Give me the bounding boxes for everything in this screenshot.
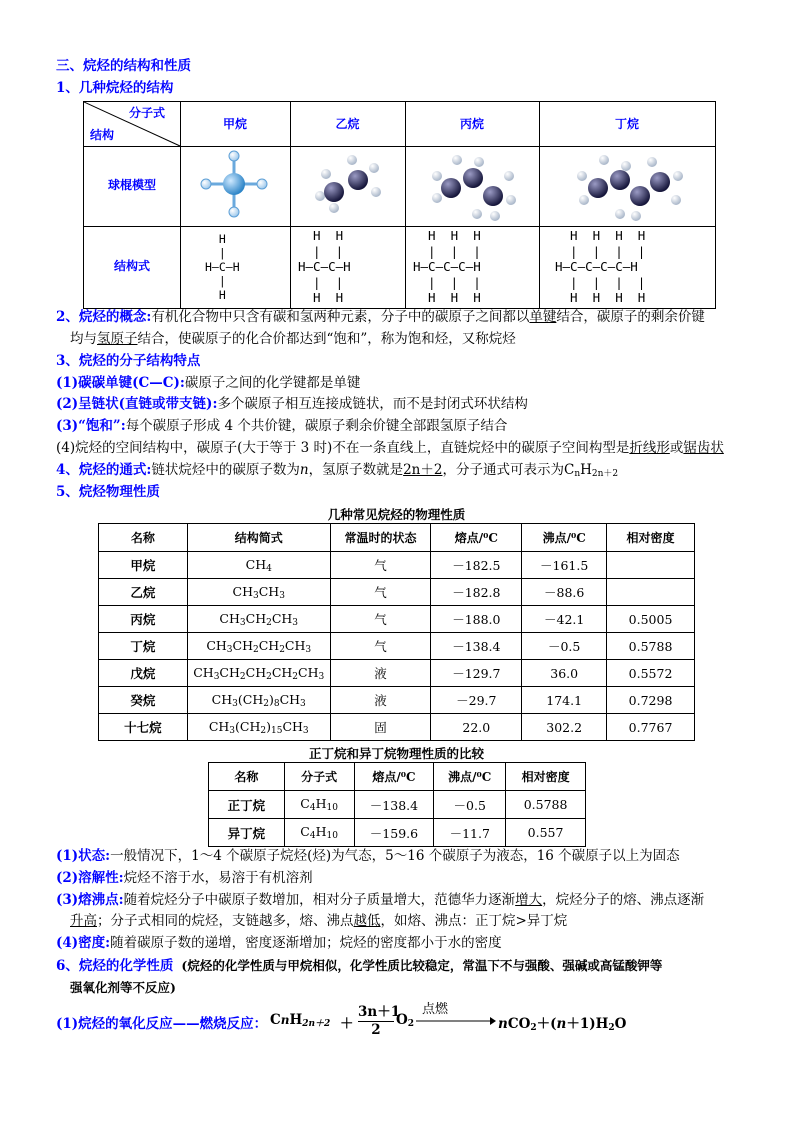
s2-text4: 结合，使碳原子的化合价都达到“饱和”，称为饱和烃，又称烷烃: [137, 331, 516, 347]
table2-butane-comparison: [208, 762, 586, 847]
s5-point3-line2: [70, 911, 567, 931]
table2-cell-name: 正丁烷: [209, 791, 285, 819]
table1-header-name: 名称: [99, 524, 188, 552]
table1-cell-mp: 22.0: [431, 714, 522, 741]
s4-text3: ，分子通式可表示为: [442, 462, 564, 478]
table1-cell-formula: $CH_3CH_2CH_2CH_3$: [187, 633, 330, 660]
table1-cell-name: 十七烷: [99, 714, 188, 741]
table1-cell-formula: $CH_3CH_3$: [187, 579, 330, 606]
s2-underline-hydrogen: 氢原子: [97, 331, 138, 347]
reaction-condition: 点燃: [421, 1002, 448, 1017]
table2-header-formula: 分子式: [284, 763, 354, 791]
s3-title: 3、烷烃的分子结构特点: [56, 353, 201, 369]
s3-p1-text: 碳原子之间的化学键都是单键: [184, 375, 361, 391]
structure-table: [83, 101, 716, 309]
s3-p3-text: 每个碳原子形成 4 个共价键，碳原子剩余价键全部跟氢原子结合: [125, 418, 508, 434]
corner-bottom-label: 结构: [90, 128, 115, 142]
s2-label: 2、烷烃的概念:: [56, 309, 152, 325]
ethane-model-icon: [312, 152, 387, 222]
table2-header-bp: 沸点/⁰C: [434, 763, 506, 791]
s5-p3-underline2: 升高: [70, 913, 97, 929]
s6-note: (烷烃的化学性质与甲烷相似，化学性质比较稳定，常温下不与强酸、强碱或高锰酸钾等: [181, 958, 663, 973]
s3-p4-underline2: 锯齿状: [683, 440, 724, 456]
table1-cell-density: 0.7298: [607, 687, 695, 714]
butane-model-icon: [574, 152, 686, 224]
coef-denominator: 2: [371, 1022, 381, 1038]
s5-p4-text: 随着碳原子数的递增，密度逐渐增加；烷烃的密度都小于水的密度: [110, 935, 502, 951]
table1-cell-bp: 36.0: [522, 660, 607, 687]
propane-model-icon: [429, 152, 519, 224]
table1-cell-density: [607, 552, 695, 579]
oxygen-formula: $O_2$: [396, 1012, 415, 1029]
s3-p4-text: (4)烷烃的空间结构中，碳原子(大于等于 3 时)不在一条直线上，直链烷烃中的碳原子空间构型是: [56, 440, 630, 456]
s3-p2-text: 多个碳原子相互连接成链状，而不是封闭式环状结构: [217, 396, 528, 412]
s5-point4: [56, 933, 502, 953]
corner-top-label: 分子式: [129, 106, 166, 120]
table1-cell-formula: $CH_3CH_2CH_3$: [187, 606, 330, 633]
table1-cell-bp: 174.1: [522, 687, 607, 714]
s5-p1-label: (1)状态:: [56, 848, 111, 864]
table1-header-mp: 熔点/⁰C: [431, 524, 522, 552]
s2-text1: 有机化合物中只含有碳和氢两种元素，分子中的碳原子之间都以: [151, 309, 530, 325]
s3-p4-underline1: 折线形: [629, 440, 670, 456]
table1-header-row: [99, 524, 695, 552]
table1-cell-bp: 302.2: [522, 714, 607, 741]
table1-cell-state: 固: [330, 714, 431, 741]
s3-point2: [56, 394, 528, 414]
butane-structural-formula: H H H H | | | | H—C—C—C—C—H | | | | H H H H: [555, 228, 646, 305]
table1-cell-density: 0.5788: [607, 633, 695, 660]
table1-row: [99, 714, 695, 741]
table1-caption: 几种常见烷烃的物理性质: [327, 507, 466, 522]
col-header-propane: 丙烷: [459, 117, 484, 131]
table1-cell-formula: $CH_4$: [187, 552, 330, 579]
s2-para-line2: [70, 329, 516, 349]
table2-caption: 正丁烷和异丁烷物理性质的比较: [308, 746, 484, 761]
table1-cell-density: [607, 579, 695, 606]
table2-cell-density: 0.5788: [506, 791, 586, 819]
table2-cell-mp: －159.6: [354, 819, 434, 847]
s4-underline-2n2: 2n＋2: [403, 462, 443, 478]
table1-cell-name: 戊烷: [99, 660, 188, 687]
s4-text2: ，氢原子数就是: [308, 462, 404, 478]
table1-cell-bp: －42.1: [522, 606, 607, 633]
coef-numerator: 3n＋1: [358, 1004, 401, 1020]
table1-cell-mp: －182.8: [431, 579, 522, 606]
row-label-structural: 结构式: [113, 259, 150, 273]
table1-cell-name: 癸烷: [99, 687, 188, 714]
reactant-formula: CnH$_{2n+2}$: [270, 1012, 331, 1029]
s5-p3-text3: ；分子式相同的烷烃，支链越多，熔、沸点: [97, 913, 354, 929]
s2-para-line1: [56, 307, 705, 327]
table1-row: [99, 660, 695, 687]
table2-cell-formula: $C_4H_{10}$: [284, 791, 354, 819]
table2-header-row: [209, 763, 586, 791]
table1-cell-mp: －188.0: [431, 606, 522, 633]
table1-row: [99, 579, 695, 606]
table1-cell-density: 0.5572: [607, 660, 695, 687]
table2-cell-bp: －11.7: [434, 819, 506, 847]
table1-header-density: 相对密度: [607, 524, 695, 552]
table1-cell-state: 气: [330, 633, 431, 660]
table2-row: [209, 791, 586, 819]
table1-cell-bp: －161.5: [522, 552, 607, 579]
s5-p3-text2: ，烷烃分子的熔、沸点逐渐: [542, 892, 705, 908]
table1-cell-mp: －138.4: [431, 633, 522, 660]
propane-structural-formula: H H H | | | H—C—C—C—H | | | H H H: [413, 228, 481, 305]
table1-cell-bp: －0.5: [522, 633, 607, 660]
table1-cell-formula: $CH_3(CH_2)_8CH_3$: [187, 687, 330, 714]
s5-p1-text: 一般情况下，1～4 个碳原子烷烃(烃)为气态，5～16 个碳原子为液态，16 个碳原子以上为固态: [110, 848, 680, 864]
table2-cell-formula: $C_4H_{10}$: [284, 819, 354, 847]
s5-p2-text: 烷烃不溶于水，易溶于有机溶剂: [123, 870, 313, 886]
s3-point3: [56, 416, 507, 436]
s2-text3: 均与: [70, 331, 97, 347]
s3-point4: [56, 438, 724, 458]
table2-cell-name: 异丁烷: [209, 819, 285, 847]
table1-cell-name: 丙烷: [99, 606, 188, 633]
s5-p2-label: (2)溶解性:: [56, 870, 124, 886]
table1-cell-density: 0.7767: [607, 714, 695, 741]
section-title: 三、烷烃的结构和性质: [56, 58, 191, 74]
table1-cell-name: 乙烷: [99, 579, 188, 606]
table1-cell-formula: $CH_3CH_2CH_2CH_2CH_3$: [187, 660, 330, 687]
s5-p3-text4: ，如熔、沸点：正丁烷>异丁烷: [380, 913, 568, 929]
table1-cell-bp: －88.6: [522, 579, 607, 606]
table1-cell-state: 气: [330, 579, 431, 606]
ethane-structural-formula: H H | | H—C—C—H | | H H: [298, 228, 351, 305]
s3-p3-label: (3)“饱和”:: [56, 418, 126, 434]
reaction-arrow-icon: [416, 1016, 496, 1026]
table2-header-name: 名称: [209, 763, 285, 791]
s1-title: 1、几种烷烃的结构: [56, 80, 174, 96]
row-label-ball-stick: 球棍模型: [107, 178, 156, 192]
s4-n: n: [299, 462, 309, 478]
table2-header-mp: 熔点/⁰C: [354, 763, 434, 791]
s2-underline-single-bond: 单键: [529, 309, 557, 325]
table1-header-formula: 结构简式: [187, 524, 330, 552]
table1-header-state: 常温时的状态: [330, 524, 431, 552]
table1-cell-formula: $CH_3(CH_2)_{15}CH_3$: [187, 714, 330, 741]
table1-cell-density: 0.5005: [607, 606, 695, 633]
s6-title-line: [56, 956, 662, 976]
table2-row: [209, 819, 586, 847]
col-header-ethane: 乙烷: [335, 117, 360, 131]
table1-cell-mp: －182.5: [431, 552, 522, 579]
s5-p3-label: (3)熔沸点:: [56, 892, 124, 908]
s3-point1: [56, 373, 360, 393]
s3-p4-or: 或: [669, 440, 684, 456]
table2-header-density: 相对密度: [506, 763, 586, 791]
table1-row: [99, 687, 695, 714]
table1-cell-mp: －129.7: [431, 660, 522, 687]
s3-p1-label: (1)碳碳单键(C—C):: [56, 375, 185, 391]
s5-p3-underline1: 增大: [515, 892, 543, 908]
table1-header-bp: 沸点/⁰C: [522, 524, 607, 552]
s5-p3-underline3: 越低: [353, 913, 381, 929]
methane-model-icon: [196, 148, 276, 224]
product-formula: $nCO_2+(n+1)H_2O$: [498, 1016, 627, 1033]
s5-point3-line1: [56, 890, 704, 910]
table1-cell-state: 液: [330, 660, 431, 687]
s4-text1: 链状烷烃中的碳原子数为: [151, 462, 300, 478]
s5-p4-label: (4)密度:: [56, 935, 111, 951]
table2-cell-bp: －0.5: [434, 791, 506, 819]
s5-p3-text1: 随着烷烃分子中碳原子数增加，相对分子质量增大，范德华力逐渐: [123, 892, 516, 908]
s2-text2: 结合，碳原子的剩余价键: [556, 309, 705, 325]
table2-cell-mp: －138.4: [354, 791, 434, 819]
methane-structural-formula: H | H—C—H | H: [205, 232, 240, 302]
s6-p1-label: (1)烷烃的氧化反应——燃烧反应：: [56, 1016, 268, 1032]
table1-cell-state: 气: [330, 552, 431, 579]
table1-row: [99, 606, 695, 633]
col-header-methane: 甲烷: [222, 117, 247, 131]
table1-cell-name: 甲烷: [99, 552, 188, 579]
table1-cell-state: 液: [330, 687, 431, 714]
s5-title: 5、烷烃物理性质: [56, 484, 160, 500]
s5-point1: [56, 846, 680, 866]
s6-title: 6、烷烃的化学性质: [56, 958, 174, 974]
s4-para: [56, 460, 618, 484]
table1-cell-mp: －29.7: [431, 687, 522, 714]
table1-cell-state: 气: [330, 606, 431, 633]
table1-row: [99, 552, 695, 579]
s4-formula: $C_nH_{2n+2}$: [563, 462, 619, 479]
s6-note2: 强氧化剂等不反应): [70, 980, 176, 995]
s4-label: 4、烷烃的通式:: [56, 462, 152, 478]
s5-point2: [56, 868, 313, 888]
col-header-butane: 丁烷: [614, 117, 639, 131]
table1-cell-name: 丁烷: [99, 633, 188, 660]
s3-p2-label: (2)呈链状(直链或带支链):: [56, 396, 218, 412]
table1-physical-properties: [98, 523, 695, 741]
table1-row: [99, 633, 695, 660]
table2-cell-density: 0.557: [506, 819, 586, 847]
